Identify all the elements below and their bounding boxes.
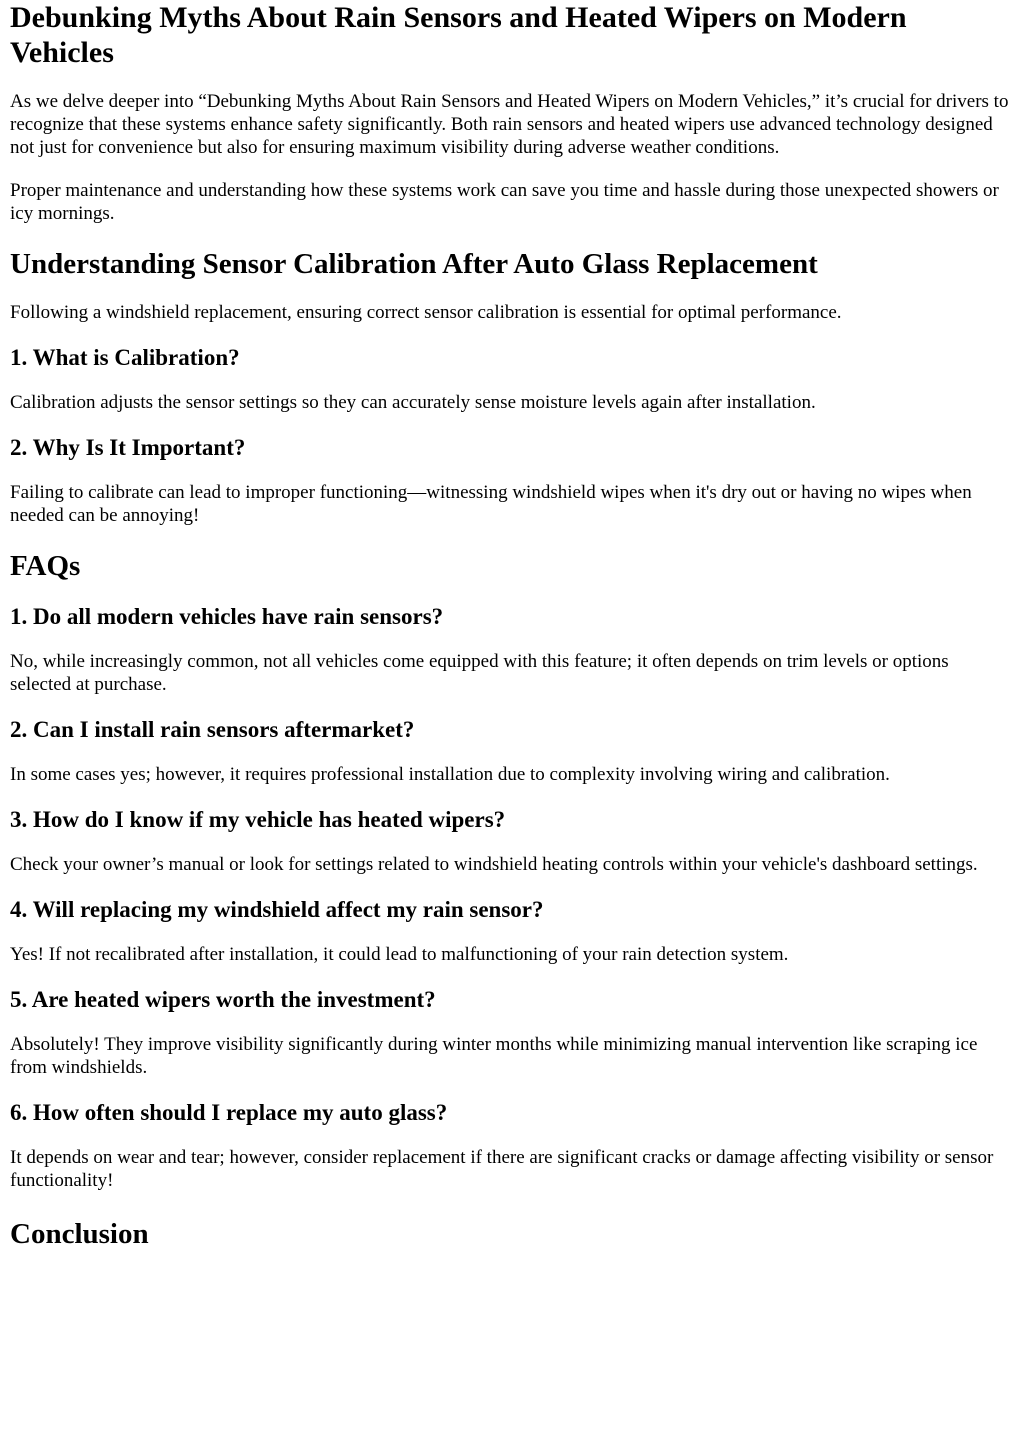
intro-paragraph-1: As we delve deeper into “Debunking Myths About Rain Sensors and Heated Wipers on Modern Vehicles,” it’s crucial for drivers to recognize that these systems enhance safety significantly. Both rain sensors and heated wipers use advanced technology designed not just for convenience but also for ensuring maximum visibility during adverse weather conditions.: [10, 91, 1009, 158]
article-title: Debunking Myths About Rain Sensors and Heated Wipers on Modern Vehicles: [10, 1, 907, 69]
faqs-heading: FAQs: [10, 550, 81, 582]
faq-answer: No, while increasingly common, not all vehicles come equipped with this feature; it often depends on trim levels or options selected at purchase.: [10, 651, 949, 695]
faq-question: 3. How do I know if my vehicle has heated wipers?: [10, 807, 506, 832]
calibration-item-text: Calibration adjusts the sensor settings so they can accurately sense moisture levels again after installation.: [10, 392, 816, 413]
calibration-heading: Understanding Sensor Calibration After Auto Glass Replacement: [10, 248, 818, 280]
calibration-item-text: Failing to calibrate can lead to improper functioning—witnessing windshield wipes when it's dry out or having no wipes when needed can be annoying!: [10, 482, 972, 526]
faqs-section: [10, 549, 1014, 1192]
faq-answer: Yes! If not recalibrated after installation, it could lead to malfunctioning of your rain detection system.: [10, 944, 789, 965]
intro-paragraph-2: Proper maintenance and understanding how these systems work can save you time and hassle during those unexpected showers or icy mornings.: [10, 180, 999, 224]
faq-answer: It depends on wear and tear; however, consider replacement if there are significant cracks or damage affecting visibility or sensor functionality!: [10, 1147, 994, 1191]
calibration-intro: Following a windshield replacement, ensuring correct sensor calibration is essential for optimal performance.: [10, 302, 842, 323]
faq-question: 1. Do all modern vehicles have rain sensors?: [10, 604, 444, 629]
faq-question: 2. Can I install rain sensors aftermarket?: [10, 717, 415, 742]
conclusion-heading: Conclusion: [10, 1218, 149, 1250]
faq-question: 4. Will replacing my windshield affect my rain sensor?: [10, 897, 544, 922]
calibration-item-heading: 2. Why Is It Important?: [10, 435, 246, 460]
faq-answer: Check your owner’s manual or look for settings related to windshield heating controls within your vehicle's dashboard settings.: [10, 854, 978, 875]
calibration-section: [10, 247, 1014, 527]
calibration-item-heading: 1. What is Calibration?: [10, 345, 240, 370]
faq-question: 5. Are heated wipers worth the investment?: [10, 987, 436, 1012]
faq-answer: Absolutely! They improve visibility significantly during winter months while minimizing manual intervention like scraping ice from windshields.: [10, 1034, 978, 1078]
faq-answer: In some cases yes; however, it requires professional installation due to complexity involving wiring and calibration.: [10, 764, 890, 785]
faq-question: 6. How often should I replace my auto glass?: [10, 1100, 448, 1125]
